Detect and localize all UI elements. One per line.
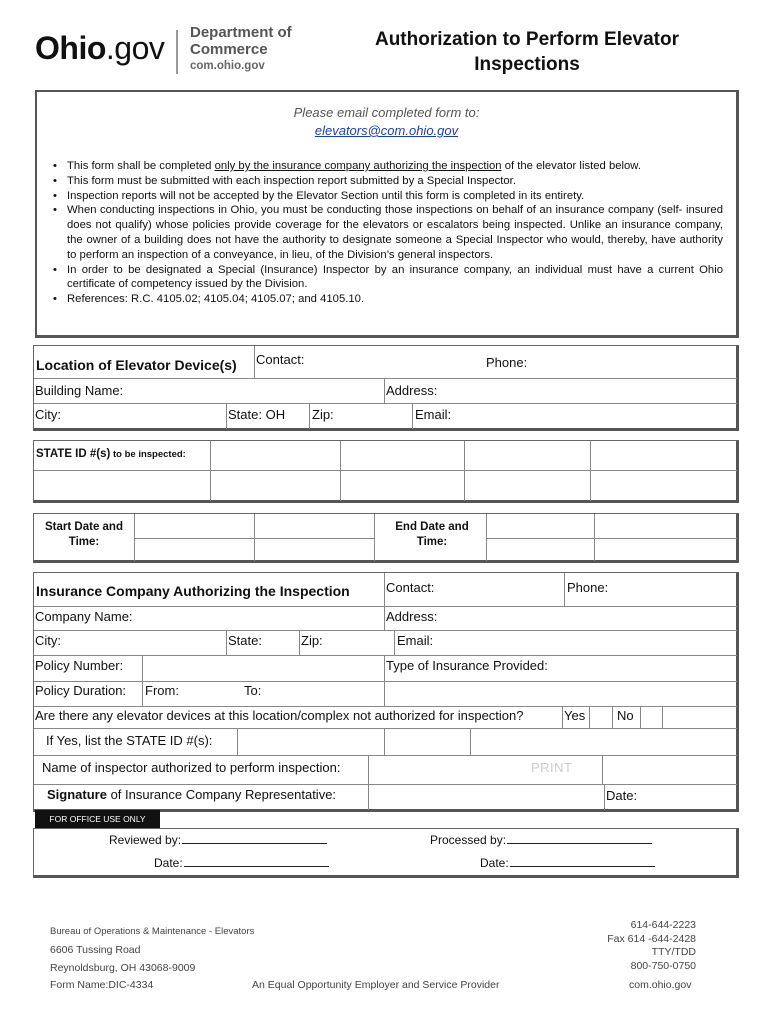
signature-label: Signature of Insurance Company Representative: — [47, 787, 337, 802]
footer-city: Reynoldsburg, OH 43068-9009 — [50, 962, 196, 974]
location-zip-label: Zip: — [312, 407, 334, 422]
footer-equal-opportunity: An Equal Opportunity Employer and Service Provider — [252, 979, 500, 991]
location-city-label: City: — [35, 407, 61, 422]
insurance-address-label: Address: — [386, 609, 438, 624]
instruction-item: • When conducting inspections in Ohio, you must be conducting those inspections on behalf of an insurance company (self- insured does not qualify) whose policies provide coverage for the elevators or escalators being inspected. Unlike an insurance company, the owner of a building does not have the authority to designate someone a Special Inspector who would, thereby, have authority to perform an inspection of a conveyance, in lieu, of the Division’s general inspectors. — [53, 203, 723, 262]
logo-divider — [176, 30, 178, 74]
page-title — [352, 27, 702, 77]
location-heading: Location of Elevator Device(s) — [36, 357, 237, 373]
insurance-phone-label: Phone: — [567, 580, 609, 595]
dept-line-2: Commerce — [190, 41, 268, 58]
building-name-label: Building Name: — [35, 383, 124, 398]
instruction-item: • Inspection reports will not be accepted by the Elevator Section until this form is completed in its entirety. — [53, 189, 723, 204]
footer-fax: Fax 614 -644-2428 — [607, 932, 696, 945]
processed-date-row: Date: — [480, 856, 655, 870]
ohio-gov-logo — [35, 30, 164, 67]
state-id-section — [33, 440, 739, 503]
policy-number-label: Policy Number: — [35, 658, 124, 673]
instructions-box — [35, 90, 739, 338]
location-contact-label: Contact: — [256, 352, 305, 367]
end-date-label: End Date and Time: — [395, 521, 469, 548]
instruction-item: • In order to be designated a Special (Insurance) Inspector by an insurance company, an individual must have a current Ohio certificate of competency issued by the Division. — [53, 263, 723, 293]
print-button[interactable]: PRINT — [531, 760, 573, 775]
instructions-list — [53, 159, 723, 307]
policy-from-label: From: — [145, 683, 179, 698]
footer-tty: TTY/TDD — [651, 946, 696, 958]
insurance-state-label: State: — [228, 633, 262, 648]
footer-contact-block — [560, 919, 696, 973]
company-name-label: Company Name: — [35, 609, 133, 624]
email-prompt: Please email completed form to: — [293, 105, 480, 120]
location-email-label: Email: — [415, 407, 452, 422]
location-state-label: State: OH — [228, 407, 286, 422]
insurance-type-label: Type of Insurance Provided: — [386, 658, 548, 673]
if-yes-label: If Yes, list the STATE ID #(s): — [46, 733, 213, 748]
footer-form-name: Form Name:DIC-4334 — [50, 979, 154, 991]
yes-checkbox[interactable] — [590, 707, 611, 727]
no-checkbox[interactable] — [641, 707, 661, 727]
office-use-section — [33, 828, 739, 878]
location-address-label: Address: — [386, 383, 438, 398]
footer-bureau: Bureau of Operations & Maintenance - Elevators — [50, 926, 255, 937]
footer-site: com.ohio.gov — [629, 979, 692, 991]
dates-section — [33, 513, 739, 563]
department-block — [190, 24, 292, 75]
yes-label: Yes — [564, 708, 586, 723]
reviewed-date-row: Date: — [154, 856, 329, 870]
inspector-name-label: Name of inspector authorized to perform inspection: — [42, 760, 341, 775]
insurance-zip-label: Zip: — [301, 633, 323, 648]
signature-date-label: Date: — [606, 788, 638, 803]
no-label: No — [617, 708, 634, 723]
insurance-contact-label: Contact: — [386, 580, 435, 595]
start-date-label: Start Date and Time: — [45, 521, 123, 548]
footer-phone: 614-644-2223 — [630, 919, 696, 931]
policy-duration-label: Policy Duration: — [35, 683, 127, 698]
instruction-item: • This form shall be completed only by the insurance company authorizing the inspection of the elevator listed below. — [53, 159, 723, 174]
insurance-heading: Insurance Company Authorizing the Inspection — [36, 583, 350, 599]
processed-by-row: Processed by: — [430, 833, 652, 847]
location-section — [33, 345, 739, 431]
email-link[interactable]: elevators@com.ohio.gov — [314, 123, 459, 138]
footer-street: 6606 Tussing Road — [50, 944, 141, 956]
dept-line-1: Department of — [190, 24, 292, 41]
insurance-email-label: Email: — [397, 633, 434, 648]
instruction-item: • This form must be submitted with each inspection report submitted by a Special Inspector. — [53, 174, 723, 189]
logo-gov-text: .gov — [105, 30, 165, 66]
reviewed-by-row: Reviewed by: — [109, 833, 327, 847]
policy-to-label: To: — [244, 683, 262, 698]
logo-ohio-text: Ohio — [35, 30, 106, 66]
instruction-item: • References: R.C. 4105.02; 4105.04; 4105.07; and 4105.10. — [53, 292, 723, 307]
title-line-2: Inspections — [474, 54, 580, 75]
footer-tty-number: 800-750-0750 — [630, 959, 696, 972]
location-phone-label: Phone: — [486, 355, 528, 370]
insurance-city-label: City: — [35, 633, 61, 648]
dept-url: com.ohio.gov — [190, 60, 265, 72]
insurance-section — [33, 572, 739, 812]
title-line-1: Authorization to Perform Elevator — [374, 29, 680, 50]
office-use-bar: FOR OFFICE USE ONLY — [35, 810, 160, 828]
unauthorized-question: Are there any elevator devices at this location/complex not authorized for inspection? — [35, 708, 524, 723]
state-id-label: STATE ID #(s) to be inspected: — [36, 448, 186, 460]
